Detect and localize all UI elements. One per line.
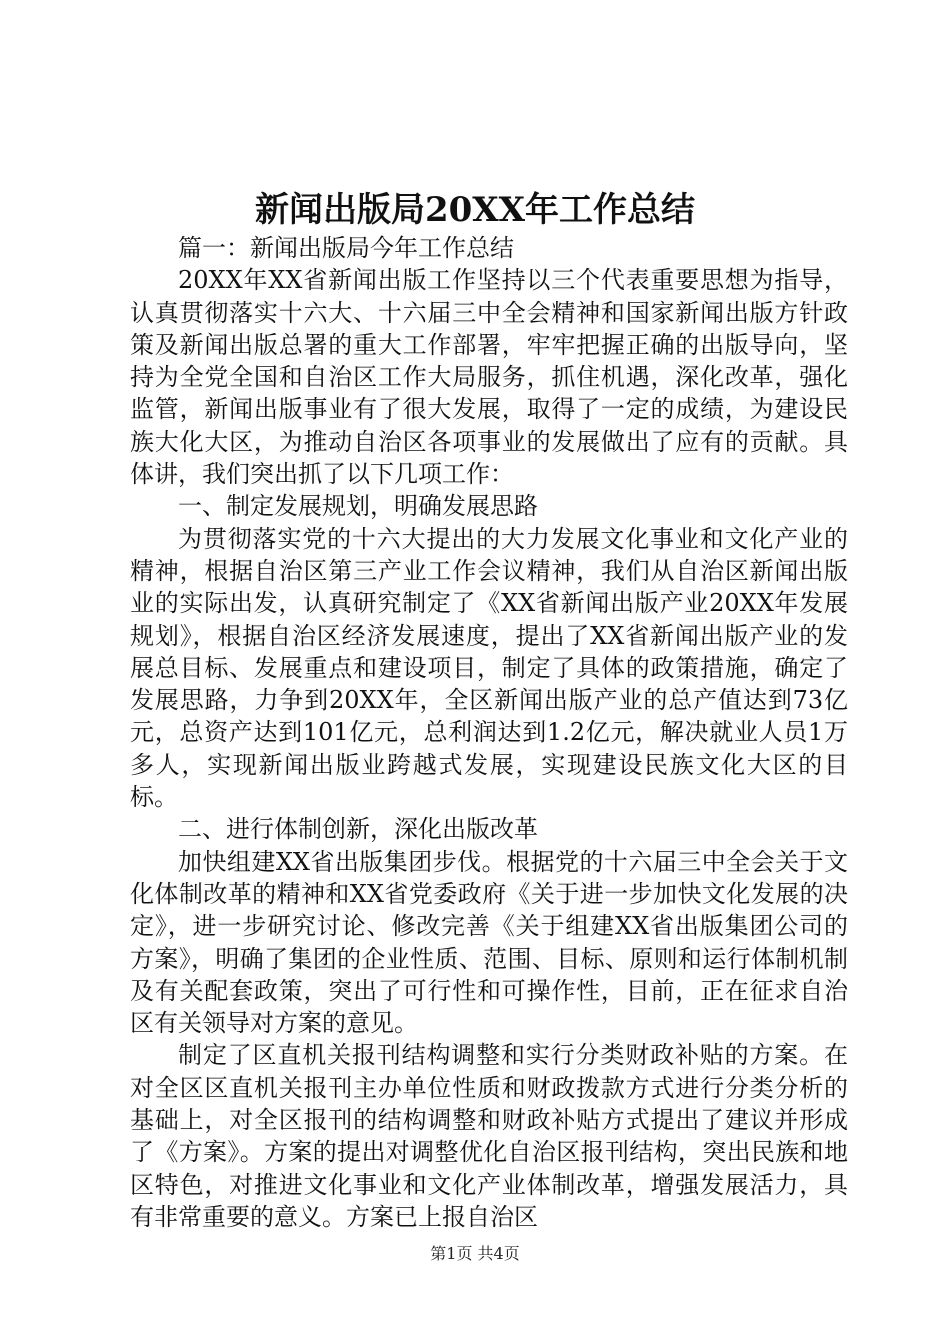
- document-title: 新闻出版局20XX年工作总结: [254, 190, 696, 230]
- section-heading-one: 一、制定发展规划，明确发展思路: [178, 492, 538, 521]
- body-paragraph-group: 加快组建XX省出版集团步伐。根据党的十六届三中全会关于文化体制改革的精神和XX省党委政府《关于进一步加快文化发展的决定》，进一步研究讨论、修改完善《关于组建XX省出版集团公司的方案》，明确了集团的企业性质、范围、目标、原则和运行体制机制及有关配套政策，突出了可行性和可操作性，目前，正在征求自治区有关领导对方案的意见。: [130, 847, 848, 1038]
- document-body: [130, 232, 848, 1233]
- body-paragraph-reform: 制定了区直机关报刊结构调整和实行分类财政补贴的方案。在对全区区直机关报刊主办单位性质和财政拨款方式进行分类分析的基础上，对全区报刊的结构调整和财政补贴方式提出了建议并形成了《方案》。方案的提出对调整优化自治区报刊结构，突出民族和地区特色，对推进文化事业和文化产业体制改革，增强发展活力，具有非常重要的意义。方案已上报自治区: [130, 1041, 848, 1231]
- section-heading-two: 二、进行体制创新，深化出版改革: [178, 815, 538, 844]
- body-paragraph-plan: 为贯彻落实党的十六大提出的大力发展文化事业和文化产业的精神，根据自治区第三产业工作会议精神，我们从自治区新闻出版业的实际出发，认真研究制定了《XX省新闻出版产业20XX年发展规划》，根据自治区经济发展速度，提出了XX省新闻出版产业的发展总目标、发展重点和建设项目，制定了具体的政策措施，确定了发展思路，力争到20XX年，全区新闻出版产业的总产值达到73亿元，总资产达到101亿元，总利润达到1.2亿元，解决就业人员1万多人，实现新闻出版业跨越式发展，实现建设民族文化大区的目标。: [130, 524, 848, 812]
- page-footer: 第1页 共4页: [430, 1244, 520, 1263]
- section-heading-part-one: 篇一：新闻出版局今年工作总结: [178, 234, 514, 262]
- body-paragraph-intro: 20XX年XX省新闻出版工作坚持以三个代表重要思想为指导，认真贯彻落实十六大、十六届三中全会精神和国家新闻出版方针政策及新闻出版总署的重大工作部署，牢牢把握正确的出版导向，坚持为全党全国和自治区工作大局服务，抓住机遇，深化改革，强化监管，新闻出版事业有了很大发展，取得了一定的成绩，为建设民族大化大区，为推动自治区各项事业的发展做出了应有的贡献。具体讲，我们突出抓了以下几项工作：: [130, 266, 848, 489]
